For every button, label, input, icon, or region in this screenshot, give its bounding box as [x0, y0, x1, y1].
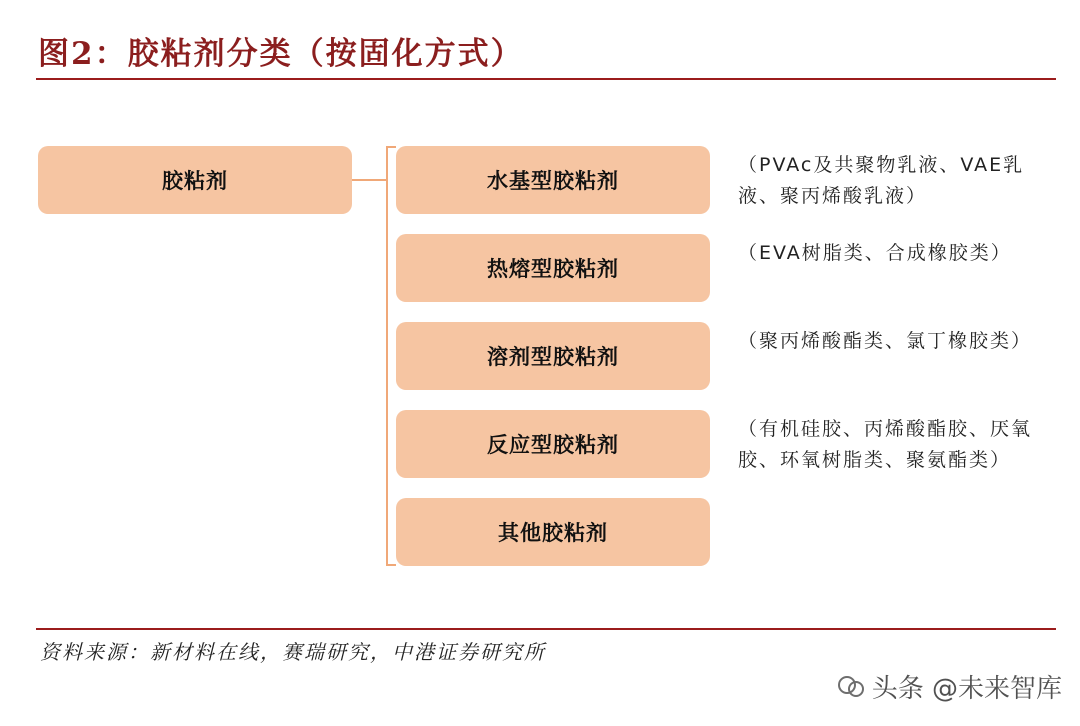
footer-divider — [36, 628, 1056, 630]
connector-bracket-top — [386, 146, 396, 148]
category-node-water-based — [396, 146, 710, 214]
category-note-reactive: （有机硅胶、丙烯酸酯胶、厌氧胶、环氧树脂类、聚氨酯类） — [738, 418, 1033, 471]
connector-bracket-bottom — [386, 564, 396, 566]
category-label: 溶剂型胶粘剂 — [487, 344, 619, 369]
category-label: 反应型胶粘剂 — [487, 432, 619, 457]
connector-root-horizontal — [352, 179, 388, 181]
watermark — [836, 668, 1062, 705]
title-divider — [36, 78, 1056, 80]
category-label: 热熔型胶粘剂 — [487, 256, 619, 281]
category-node-hot-melt — [396, 234, 710, 302]
category-note-solvent: （聚丙烯酸酯类、氯丁橡胶类） — [738, 330, 1033, 352]
category-node-solvent — [396, 322, 710, 390]
root-node — [38, 146, 352, 214]
category-label: 水基型胶粘剂 — [487, 168, 619, 193]
connector-vertical-bracket — [386, 146, 388, 566]
category-label: 其他胶粘剂 — [498, 520, 608, 545]
figure-title: 图2：胶粘剂分类（按固化方式） — [38, 36, 524, 72]
source-note: 资料来源：新材料在线，赛瑞研究，中港证券研究所 — [40, 640, 546, 664]
watermark-text: 头条 @未来智库 — [871, 674, 1062, 704]
category-node-reactive — [396, 410, 710, 478]
root-node-label: 胶粘剂 — [162, 168, 228, 193]
category-note-water-based: （PVAc及共聚物乳液、VAE乳液、聚丙烯酸乳液） — [738, 154, 1025, 207]
category-note-hot-melt: （EVA树脂类、合成橡胶类） — [738, 242, 1012, 264]
watermark-logo-icon — [836, 672, 866, 702]
category-node-other — [396, 498, 710, 566]
